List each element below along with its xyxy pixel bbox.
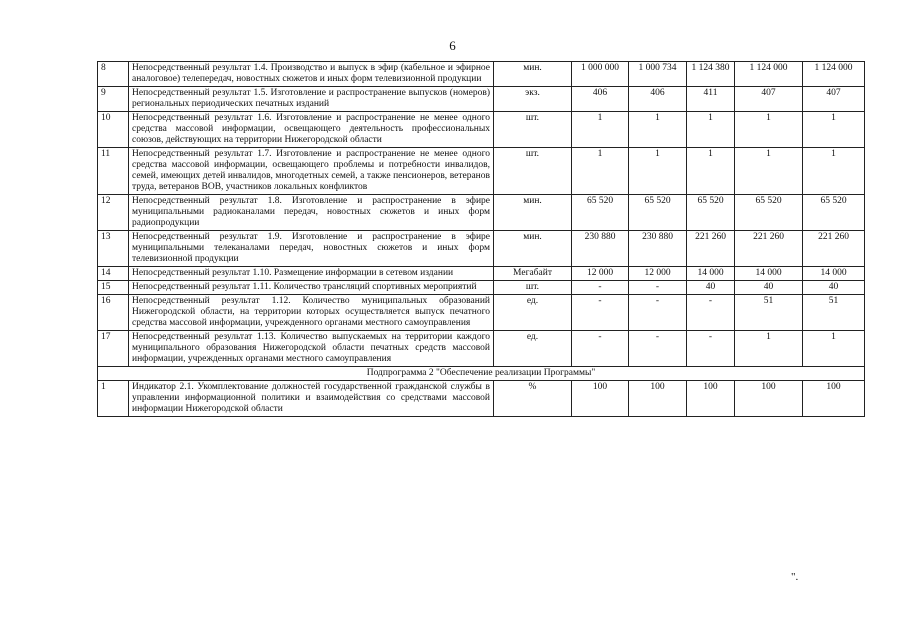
row-value: 40 bbox=[687, 281, 735, 295]
row-description: Непосредственный результат 1.5. Изготовление и распространение выпусков (номеров) региональных периодических печатных изданий bbox=[129, 87, 494, 112]
row-value: - bbox=[687, 331, 735, 367]
row-value: 1 bbox=[735, 148, 803, 195]
row-value: - bbox=[572, 331, 629, 367]
row-value: - bbox=[629, 331, 687, 367]
table-row bbox=[98, 331, 865, 367]
row-value: - bbox=[572, 295, 629, 331]
row-unit: шт. bbox=[494, 281, 572, 295]
row-value: 51 bbox=[735, 295, 803, 331]
row-value: 100 bbox=[687, 381, 735, 417]
row-unit: мин. bbox=[494, 62, 572, 87]
row-unit: ед. bbox=[494, 295, 572, 331]
row-description: Непосредственный результат 1.9. Изготовление и распространение в эфире муниципальными телеканалами передач, новостных сюжетов и иных форм телевизионной продукции bbox=[129, 231, 494, 267]
row-value: - bbox=[629, 295, 687, 331]
table-row bbox=[98, 295, 865, 331]
row-value: 1 bbox=[803, 331, 865, 367]
table-row bbox=[98, 87, 865, 112]
row-value: 65 520 bbox=[687, 195, 735, 231]
row-value: 1 bbox=[803, 112, 865, 148]
row-value: 51 bbox=[803, 295, 865, 331]
row-value: 406 bbox=[572, 87, 629, 112]
row-value: 407 bbox=[803, 87, 865, 112]
row-unit: ед. bbox=[494, 331, 572, 367]
row-unit: экз. bbox=[494, 87, 572, 112]
row-value: 411 bbox=[687, 87, 735, 112]
row-value: 100 bbox=[803, 381, 865, 417]
row-value: 221 260 bbox=[735, 231, 803, 267]
row-value: 40 bbox=[803, 281, 865, 295]
row-value: 100 bbox=[735, 381, 803, 417]
row-value: 1 bbox=[735, 331, 803, 367]
row-value: 65 520 bbox=[735, 195, 803, 231]
row-value: 1 000 000 bbox=[572, 62, 629, 87]
row-unit: % bbox=[494, 381, 572, 417]
row-value: 1 124 000 bbox=[803, 62, 865, 87]
row-value: 230 880 bbox=[572, 231, 629, 267]
row-unit: Мегабайт bbox=[494, 267, 572, 281]
page-number: 6 bbox=[449, 38, 456, 53]
row-value: 14 000 bbox=[735, 267, 803, 281]
row-description: Непосредственный результат 1.8. Изготовление и распространение в эфире муниципальными радиоканалами передач, новостных сюжетов и иных форм радиопродукции bbox=[129, 195, 494, 231]
row-value: - bbox=[572, 281, 629, 295]
row-value: 1 bbox=[629, 148, 687, 195]
table-row bbox=[98, 231, 865, 267]
subprogram-heading-row bbox=[98, 367, 865, 381]
table-row bbox=[98, 62, 865, 87]
row-value: 65 520 bbox=[572, 195, 629, 231]
table-row bbox=[98, 195, 865, 231]
table-row bbox=[98, 381, 865, 417]
row-unit: мин. bbox=[494, 195, 572, 231]
row-number: 11 bbox=[98, 148, 129, 195]
row-description: Непосредственный результат 1.13. Количество выпускаемых на территории каждого муниципального образования Нижегородской области печатных средств массовой информации, учрежденных органами местного самоуправления bbox=[129, 331, 494, 367]
row-value: 1 124 000 bbox=[735, 62, 803, 87]
subprogram-heading: Подпрограмма 2 "Обеспечение реализации Программы" bbox=[98, 367, 865, 381]
row-value: 230 880 bbox=[629, 231, 687, 267]
table-row bbox=[98, 112, 865, 148]
row-value: - bbox=[687, 295, 735, 331]
row-value: - bbox=[629, 281, 687, 295]
row-value: 65 520 bbox=[629, 195, 687, 231]
row-value: 1 bbox=[803, 148, 865, 195]
row-value: 406 bbox=[629, 87, 687, 112]
row-description: Индикатор 2.1. Укомплектование должностей государственной гражданской службы в управлении информационной политики и взаимодействия со средствами массовой информации Нижегородской области bbox=[129, 381, 494, 417]
row-value: 40 bbox=[735, 281, 803, 295]
row-unit: шт. bbox=[494, 112, 572, 148]
row-description: Непосредственный результат 1.10. Размещение информации в сетевом издании bbox=[129, 267, 494, 281]
row-unit: мин. bbox=[494, 231, 572, 267]
row-value: 407 bbox=[735, 87, 803, 112]
row-number: 17 bbox=[98, 331, 129, 367]
row-value: 65 520 bbox=[803, 195, 865, 231]
row-number: 14 bbox=[98, 267, 129, 281]
row-value: 100 bbox=[629, 381, 687, 417]
table-row bbox=[98, 267, 865, 281]
row-description: Непосредственный результат 1.12. Количество муниципальных образований Нижегородской области, на территории которых осуществляется выпуск печатного средства массовой информации, учрежденного органами местного самоуправления bbox=[129, 295, 494, 331]
row-number: 16 bbox=[98, 295, 129, 331]
row-value: 1 bbox=[687, 112, 735, 148]
row-number: 15 bbox=[98, 281, 129, 295]
row-value: 12 000 bbox=[629, 267, 687, 281]
row-value: 1 bbox=[572, 148, 629, 195]
row-value: 14 000 bbox=[803, 267, 865, 281]
row-number: 10 bbox=[98, 112, 129, 148]
row-description: Непосредственный результат 1.11. Количество трансляций спортивных мероприятий bbox=[129, 281, 494, 295]
row-number: 8 bbox=[98, 62, 129, 87]
row-description: Непосредственный результат 1.4. Производство и выпуск в эфир (кабельное и эфирное аналоговое) телепередач, новостных сюжетов и иных форм телевизионной продукции bbox=[129, 62, 494, 87]
row-number: 12 bbox=[98, 195, 129, 231]
row-value: 1 000 734 bbox=[629, 62, 687, 87]
row-value: 1 124 380 bbox=[687, 62, 735, 87]
row-value: 1 bbox=[629, 112, 687, 148]
row-value: 1 bbox=[572, 112, 629, 148]
row-number: 1 bbox=[98, 381, 129, 417]
row-unit: шт. bbox=[494, 148, 572, 195]
end-mark: ". bbox=[791, 571, 799, 583]
row-value: 12 000 bbox=[572, 267, 629, 281]
row-value: 14 000 bbox=[687, 267, 735, 281]
row-value: 1 bbox=[735, 112, 803, 148]
row-value: 100 bbox=[572, 381, 629, 417]
table-body bbox=[98, 62, 865, 417]
row-description: Непосредственный результат 1.7. Изготовление и распространение не менее одного средства массовой информации, освещающего проблемы и потребности инвалидов, семей, имеющих детей инвалидов, многодетных семей, а также пенсионеров, ветеранов труда, ветеранов ВОВ, участников локальных конфликтов bbox=[129, 148, 494, 195]
table-row bbox=[98, 148, 865, 195]
row-value: 221 260 bbox=[803, 231, 865, 267]
row-number: 9 bbox=[98, 87, 129, 112]
row-value: 1 bbox=[687, 148, 735, 195]
row-description: Непосредственный результат 1.6. Изготовление и распространение не менее одного средства массовой информации, освещающего деятельность профессиональных союзов, действующих на территории Нижегородской области bbox=[129, 112, 494, 148]
row-value: 221 260 bbox=[687, 231, 735, 267]
table-row bbox=[98, 281, 865, 295]
indicators-table bbox=[97, 61, 865, 417]
row-number: 13 bbox=[98, 231, 129, 267]
